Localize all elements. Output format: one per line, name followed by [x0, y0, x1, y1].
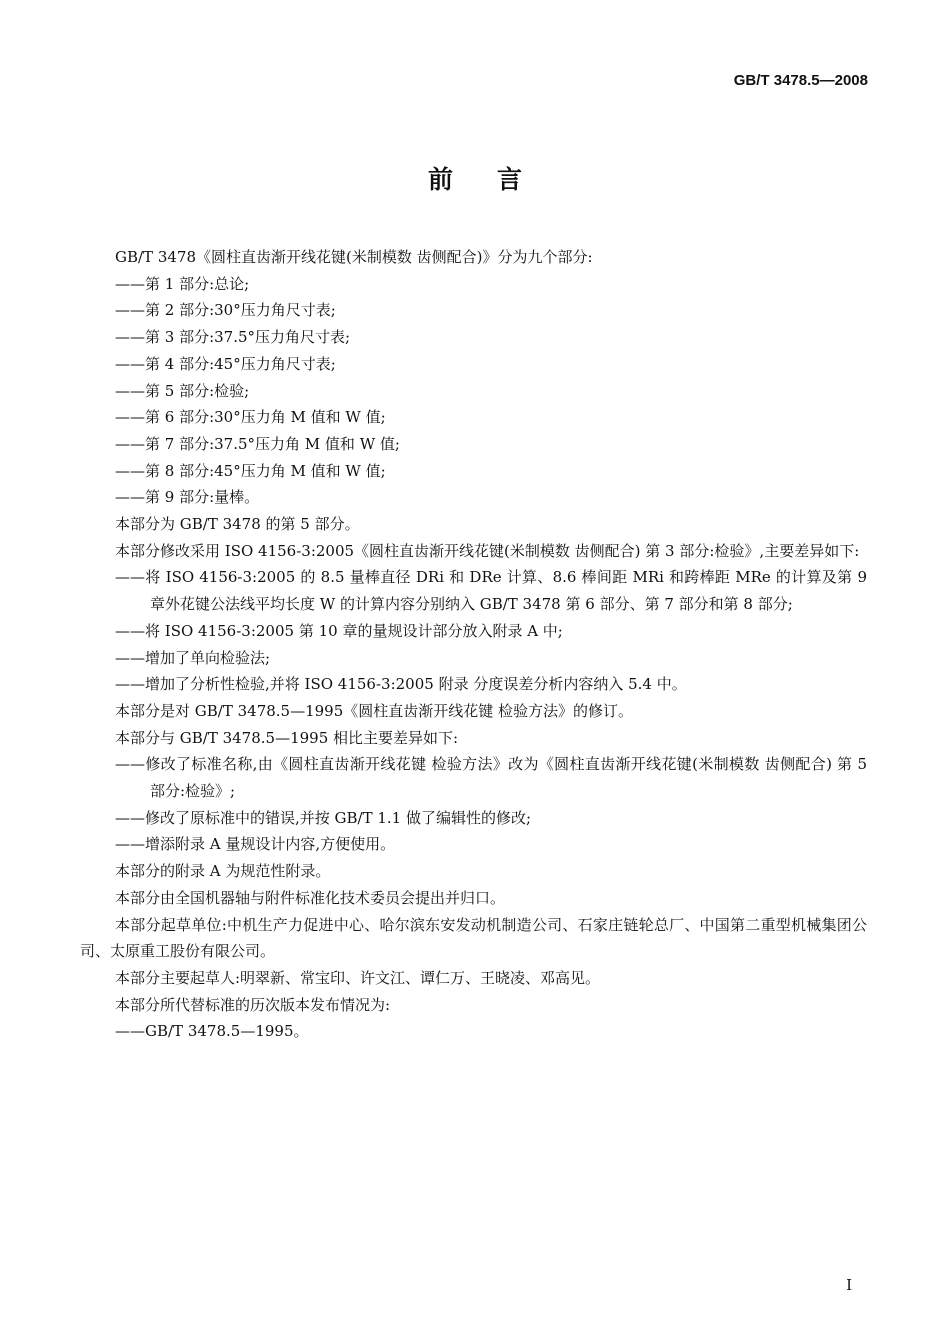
list-item: ——增加了分析性检验,并将 ISO 4156-3:2005 附录 分度误差分析内容纳入 5.4 中。 — [115, 675, 687, 694]
paragraph: 本部分由全国机器轴与附件标准化技术委员会提出并归口。 — [115, 888, 506, 907]
paragraph: 本部分的附录 A 为规范性附录。 — [115, 862, 331, 881]
paragraph: 本部分所代替标准的历次版本发布情况为: — [115, 995, 391, 1014]
paragraph: 本部分主要起草人:明翠新、常宝印、许文江、谭仁万、王晓凌、邓高见。 — [115, 968, 601, 987]
list-item: ——将 ISO 4156-3:2005 第 10 章的量规设计部分放入附录 A 中; — [115, 621, 563, 640]
list-item: ——第 7 部分:37.5°压力角 M 值和 W 值; — [115, 434, 400, 453]
paragraph: 本部分与 GB/T 3478.5—1995 相比主要差异如下: — [115, 728, 459, 747]
standard-code: GB/T 3478.5—2008 — [733, 72, 868, 89]
paragraph: 本部分起草单位:中机生产力促进中心、哈尔滨东安发动机制造公司、石家庄链轮总厂、中国第二重型机械集团公司、太原重工股份有限公司。 — [80, 915, 867, 961]
list-item: ——增加了单向检验法; — [115, 648, 271, 667]
list-item: ——将 ISO 4156-3:2005 的 8.5 量棒直径 DRi 和 DRe 计算、8.6 棒间距 MRi 和跨棒距 MRe 的计算及第 9 章外花键公法线平均长度 W 的计算内容分别纳入 GB/T 3478 第 6 部分、第 7 部分和第 8 部分; — [115, 568, 867, 614]
list-item: ——第 4 部分:45°压力角尺寸表; — [115, 354, 336, 373]
paragraph: 本部分为 GB/T 3478 的第 5 部分。 — [115, 515, 360, 534]
list-item: ——第 2 部分:30°压力角尺寸表; — [115, 301, 336, 320]
list-item: ——第 1 部分:总论; — [115, 274, 250, 293]
list-item: ——第 3 部分:37.5°压力角尺寸表; — [115, 328, 351, 347]
paragraph: 本部分修改采用 ISO 4156-3:2005《圆柱直齿渐开线花键(米制模数 齿侧配合) 第 3 部分:检验》,主要差异如下: — [115, 541, 860, 560]
list-item: ——第 9 部分:量棒。 — [115, 488, 260, 507]
paragraph: 本部分是对 GB/T 3478.5—1995《圆柱直齿渐开线花键 检验方法》的修订。 — [115, 701, 634, 720]
page-number: I — [846, 1276, 852, 1294]
list-item: ——第 8 部分:45°压力角 M 值和 W 值; — [115, 461, 386, 480]
list-item: ——修改了原标准中的错误,并按 GB/T 1.1 做了编辑性的修改; — [115, 808, 532, 827]
list-item: ——增添附录 A 量规设计内容,方便使用。 — [115, 835, 396, 854]
list-item: ——第 6 部分:30°压力角 M 值和 W 值; — [115, 408, 386, 427]
paragraph: GB/T 3478《圆柱直齿渐开线花键(米制模数 齿侧配合)》分为九个部分: — [115, 248, 593, 266]
list-item: ——第 5 部分:检验; — [115, 381, 250, 400]
list-item: ——修改了标准名称,由《圆柱直齿渐开线花键 检验方法》改为《圆柱直齿渐开线花键(米制模数 齿侧配合) 第 5 部分:检验》; — [115, 755, 867, 801]
foreword-body — [80, 244, 867, 1045]
list-item: ——GB/T 3478.5—1995。 — [115, 1022, 309, 1041]
page-title: 前言 — [427, 165, 566, 194]
